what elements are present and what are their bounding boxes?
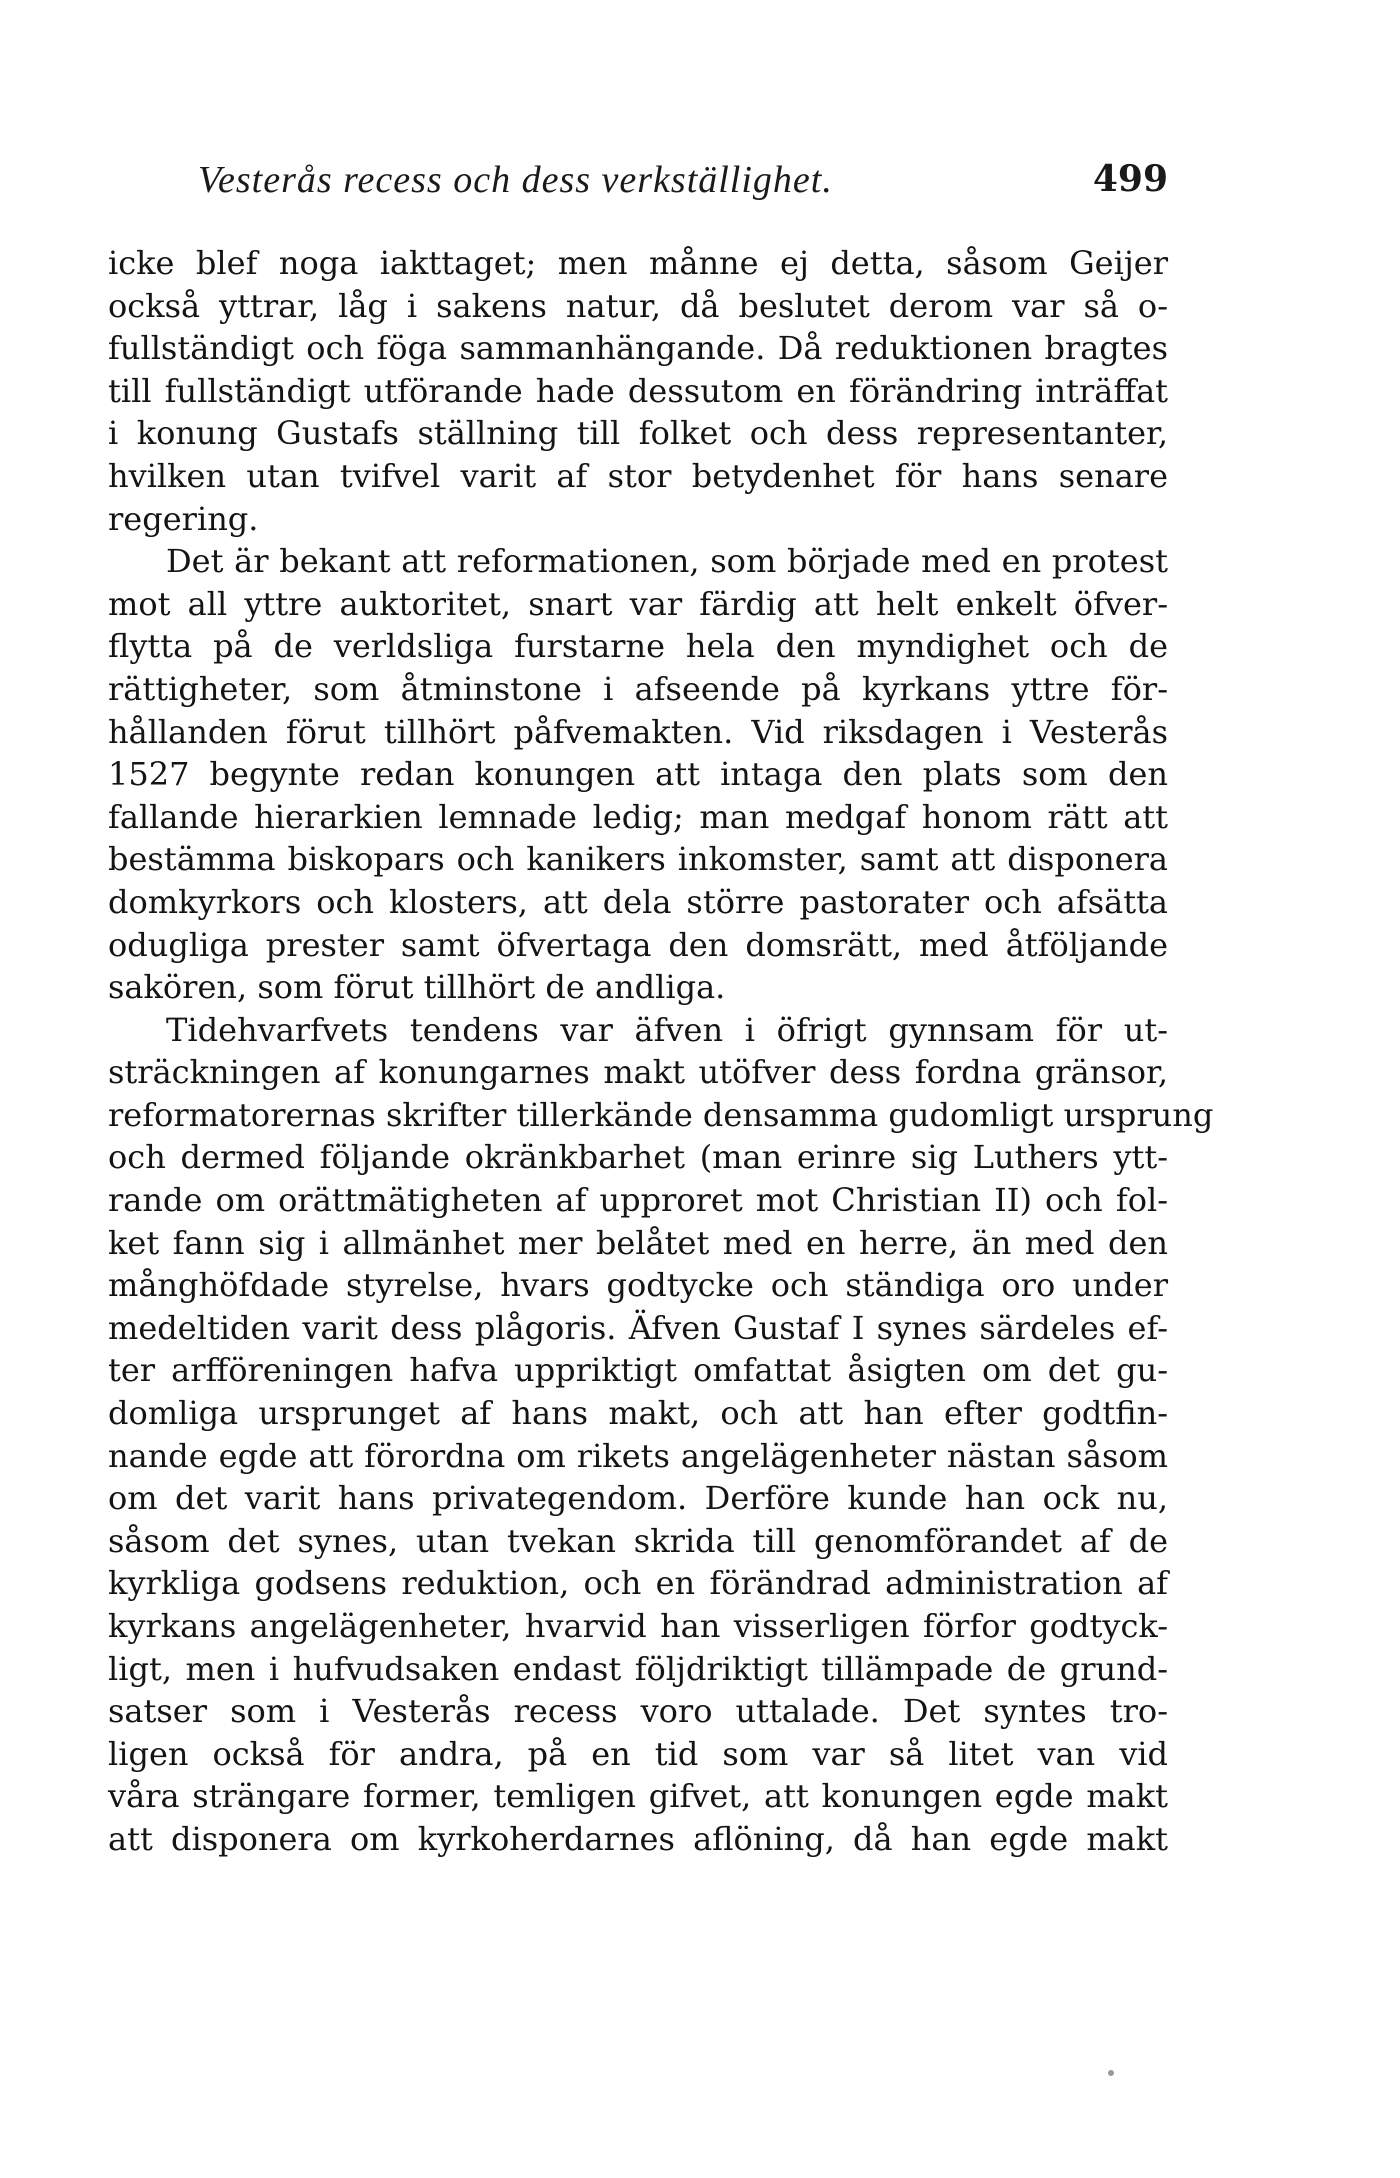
text-line: Det är bekant att reformationen, som började med en protest xyxy=(166,542,1168,581)
text-line: kyrkliga godsens reduktion, och en förändrad administration af xyxy=(108,1564,1168,1603)
text-line: såsom det synes, utan tvekan skrida till genomförandet af de xyxy=(108,1521,1168,1560)
text-line: i konung Gustafs ställning till folket och dess representanter, xyxy=(108,414,1168,453)
text-line: månghöfdade styrelse, hvars godtycke och ständiga oro under xyxy=(108,1266,1168,1305)
page-number: 499 xyxy=(1092,158,1168,200)
text-line: fallande hierarkien lemnade ledig; man medgaf honom rätt att xyxy=(108,797,1168,836)
text-line: om det varit hans privategendom. Derföre kunde han ock nu, xyxy=(108,1479,1168,1518)
text-line: ligen också för andra, på en tid som var så litet van vid xyxy=(108,1734,1168,1773)
text-line: bestämma biskopars och kanikers inkomster, samt att disponera xyxy=(108,840,1168,879)
paragraph xyxy=(108,1009,1214,1861)
text-line: kyrkans angelägenheter, hvarvid han visserligen förfor godtyck- xyxy=(108,1607,1168,1645)
text-line: icke blef noga iakttaget; men månne ej detta, såsom Geijer xyxy=(108,244,1168,282)
text-line: medeltiden varit dess plågoris. Äfven Gustaf I synes särdeles ef- xyxy=(108,1308,1168,1347)
text-line: hvilken utan tvifvel varit af stor betydenhet för hans senare xyxy=(108,456,1168,495)
body-text xyxy=(108,242,1214,1861)
text-line: sakören, som förut tillhört de andliga. xyxy=(108,968,726,1007)
text-line: rättigheter, som åtminstone i afseende på kyrkans yttre för- xyxy=(108,669,1168,708)
text-line: odugliga prester samt öfvertaga den domsrätt, med åtföljande xyxy=(108,925,1168,964)
text-line: också yttrar, låg i sakens natur, då beslutet derom var så o- xyxy=(108,286,1168,325)
text-line: domkyrkors och klosters, att dela större pastorater och afsätta xyxy=(108,882,1168,921)
text-line: Tidehvarfvets tendens var äfven i öfrigt gynnsam för ut- xyxy=(166,1010,1168,1049)
text-line: rande om orättmätigheten af upproret mot Christian II) och fol- xyxy=(108,1181,1168,1220)
text-line: ligt, men i hufvudsaken endast följdriktigt tillämpade de grund- xyxy=(108,1649,1168,1688)
text-line: 1527 begynte redan konungen att intaga den plats som den xyxy=(108,755,1168,794)
text-line: flytta på de verldsliga furstarne hela den myndighet och de xyxy=(108,627,1168,666)
text-line: fullständigt och föga sammanhängande. Då reduktionen bragtes xyxy=(108,329,1168,368)
text-line: nande egde att förordna om rikets angelägenheter nästan såsom xyxy=(108,1436,1168,1475)
text-line: att disponera om kyrkoherdarnes aflöning, då han egde makt xyxy=(108,1819,1168,1858)
text-line: mot all yttre auktoritet, snart var färdig att helt enkelt öfver- xyxy=(108,584,1168,623)
running-title: Vesterås recess och dess verkställighet. xyxy=(198,159,833,201)
text-line: sträckningen af konungarnes makt utöfver dess fordna gränsor, xyxy=(108,1053,1168,1092)
text-line: ter arfföreningen hafva uppriktigt omfattat åsigten om det gu- xyxy=(108,1351,1168,1390)
page-header xyxy=(108,158,1168,208)
paragraph xyxy=(108,540,1168,1009)
text-line: regering. xyxy=(108,499,259,538)
text-line: till fullständigt utförande hade dessutom en förändring inträffat xyxy=(108,371,1168,410)
text-line: våra strängare former, temligen gifvet, att konungen egde makt xyxy=(108,1777,1168,1816)
text-line: och dermed följande okränkbarhet (man erinre sig Luthers ytt- xyxy=(108,1138,1168,1177)
paragraph xyxy=(108,242,1168,540)
text-line: domliga ursprunget af hans makt, och att han efter godtfin- xyxy=(108,1394,1168,1433)
ink-speck xyxy=(1107,2069,1115,2077)
text-line: hållanden förut tillhört påfvemakten. Vid riksdagen i Vesterås xyxy=(108,712,1168,751)
text-line: satser som i Vesterås recess voro uttalade. Det syntes tro- xyxy=(108,1692,1168,1731)
text-line: reformatorernas skrifter tillerkände densamma gudomligt ursprung xyxy=(108,1095,1214,1134)
text-line: ket fann sig i allmänhet mer belåtet med en herre, än med den xyxy=(108,1223,1168,1262)
